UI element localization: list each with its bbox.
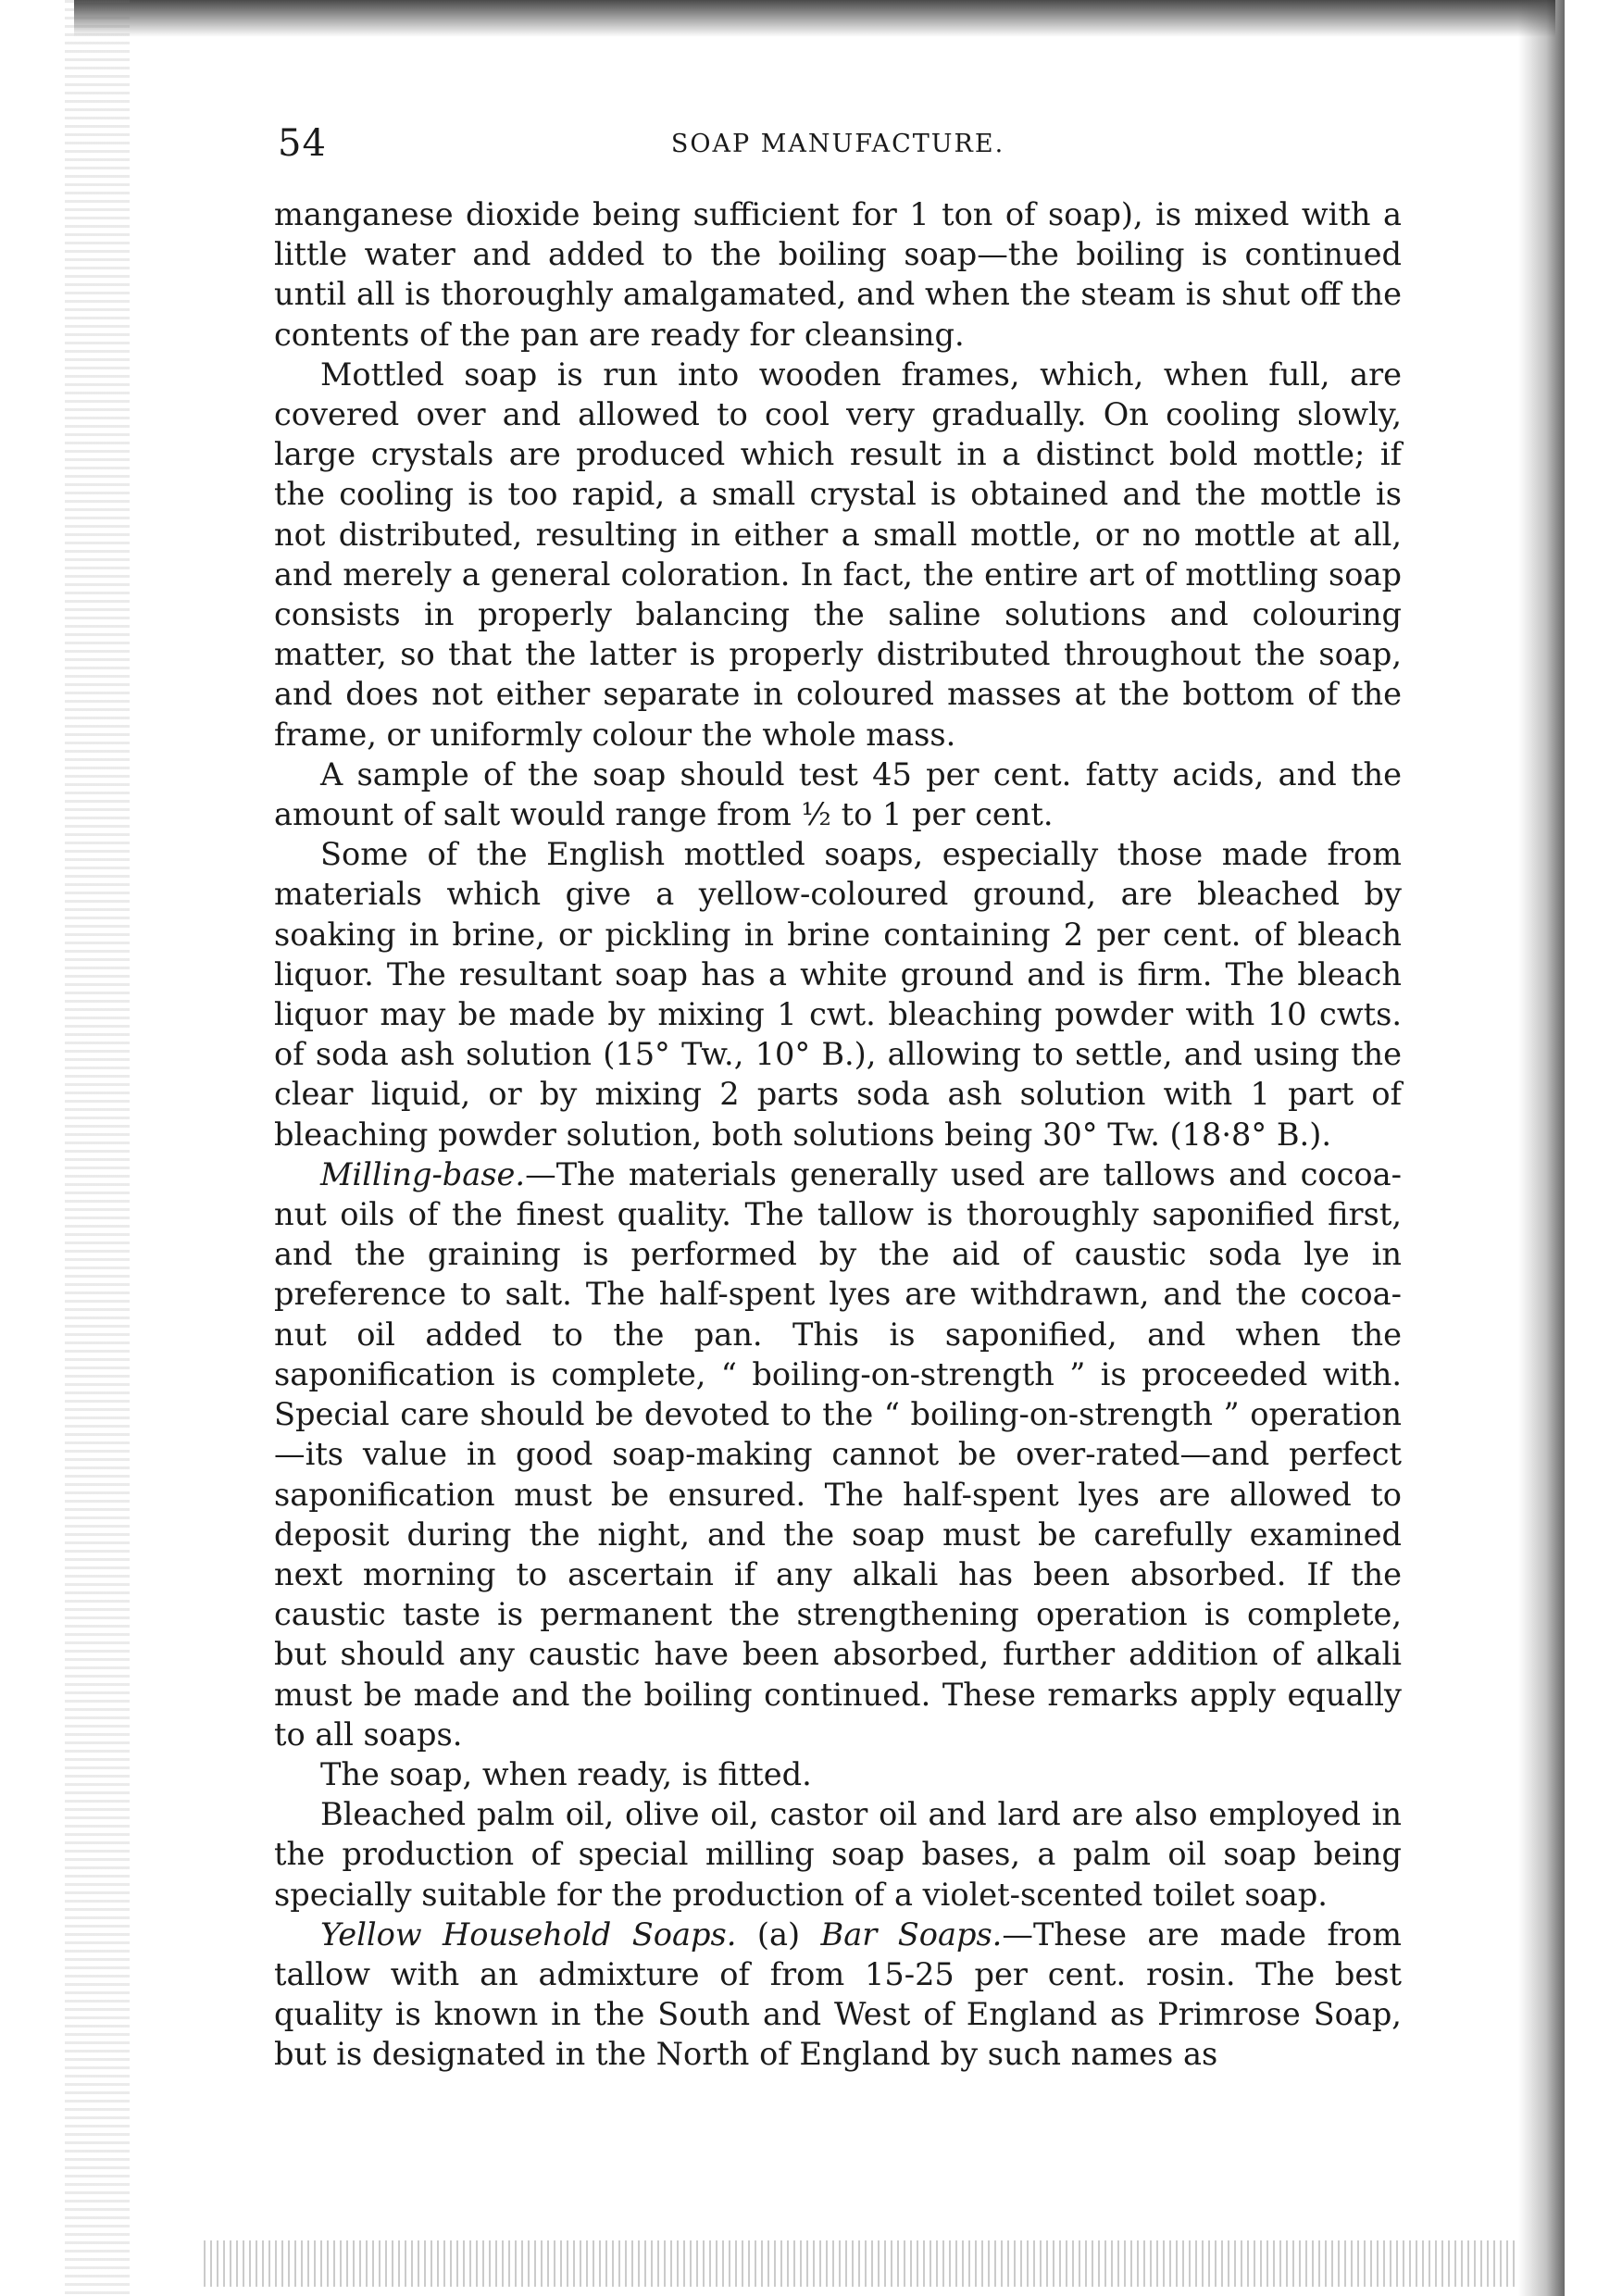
sub-label: (a)	[756, 1915, 801, 1953]
paragraph-yellow-household-text: —These are made from tallow with an admixture of from 15-25 per cent. rosin. The best quality is known in the South and West of England as Primrose Soap, but is designated in the North of England by such names as	[274, 1915, 1402, 2073]
paragraph-english-mottled: Some of the English mottled soaps, especially those made from materials which give a yellow-coloured ground, are bleached by soaking in brine, or pickling in brine containing 2 per cent. of bleach liquor. The resultant soap has a white ground and is firm. The bleach liquor may be made by mixing 1 cwt. bleaching powder with 10 cwts. of soda ash solution (15° Tw., 10° B.), allowing to settle, and using the clear liquid, or by mixing 2 parts soda ash solution with 1 part of bleaching powder solution, both solutions being 30° Tw. (18·8° B.).	[274, 836, 1402, 1153]
scan-shadow-top	[74, 0, 1555, 37]
section-heading-yellow-household: Yellow Household Soaps.	[320, 1915, 737, 1953]
scan-shadow-right	[1518, 0, 1565, 2296]
paragraph-mottled-soap: Mottled soap is run into wooden frames, which, when full, are covered over and allowed to cool very gradually. On cooling slowly, large crystals are produced which result in a distinct bold mottle; if the cooling is too rapid, a small crystal is obtained and the mottle is not distributed, resulting in either a small mottle, or no mottle at all, and merely a general coloration. In fact, the entire art of mottling soap consists in properly balancing the saline solutions and colouring matter, so that the latter is properly distributed throughout the soap, and does not either separate in coloured masses at the bottom of the frame, or uniformly colour the whole mass.	[274, 356, 1402, 753]
paragraph-sample: A sample of the soap should test 45 per cent. fatty acids, and the amount of salt would range from ½ to 1 per cent.	[274, 755, 1402, 833]
paragraph-yellow-household	[274, 1915, 1402, 2075]
running-title: SOAP MANUFACTURE.	[670, 130, 1005, 158]
page-header	[278, 122, 1398, 168]
paragraph-milling-base	[274, 1154, 1402, 1754]
paragraph-bleached-palm: Bleached palm oil, olive oil, castor oil and lard are also employed in the production of special milling soap bases, a palm oil soap being specially suitable for the production of a violet-scented toilet soap.	[274, 1796, 1402, 1913]
paragraph-continuation: manganese dioxide being sufficient for 1 ton of soap), is mixed with a little water and added to the boiling soap—the boiling is continued until all is thoroughly amalgamated, and when the steam is shut off the contents of the pan are ready for cleansing.	[274, 196, 1402, 353]
subsection-heading-bar-soaps: Bar Soaps.	[820, 1915, 1003, 1953]
section-heading-milling-base: Milling-base.	[320, 1155, 526, 1192]
scan-shadow-bottom	[204, 2240, 1518, 2287]
paragraph-fitted: The soap, when ready, is fitted.	[320, 1755, 812, 1792]
body-text	[274, 194, 1402, 2075]
scan-shadow-left	[65, 0, 130, 2296]
page-number: 54	[278, 122, 327, 165]
paragraph-milling-base-text: —The materials generally used are tallows and cocoa-nut oils of the finest quality. The tallow is thoroughly saponified first, and the graining is performed by the aid of caustic soda lye in preference to salt. The half-spent lyes are withdrawn, and the cocoa-nut oil added to the pan. This is saponified, and when the saponification is complete, “ boiling-on-strength ” is proceeded with. Special care should be devoted to the “ boiling-on-strength ” operation—its value in good soap-making cannot be over-rated—and perfect saponification must be ensured. The half-spent lyes are allowed to deposit during the night, and the soap must be carefully examined next morning to ascertain if any alkali has been absorbed. If the caustic taste is permanent the strengthening operation is complete, but should any caustic have been absorbed, further addition of alkali must be made and the boiling continued. These remarks apply equally to all soaps.	[274, 1155, 1402, 1753]
